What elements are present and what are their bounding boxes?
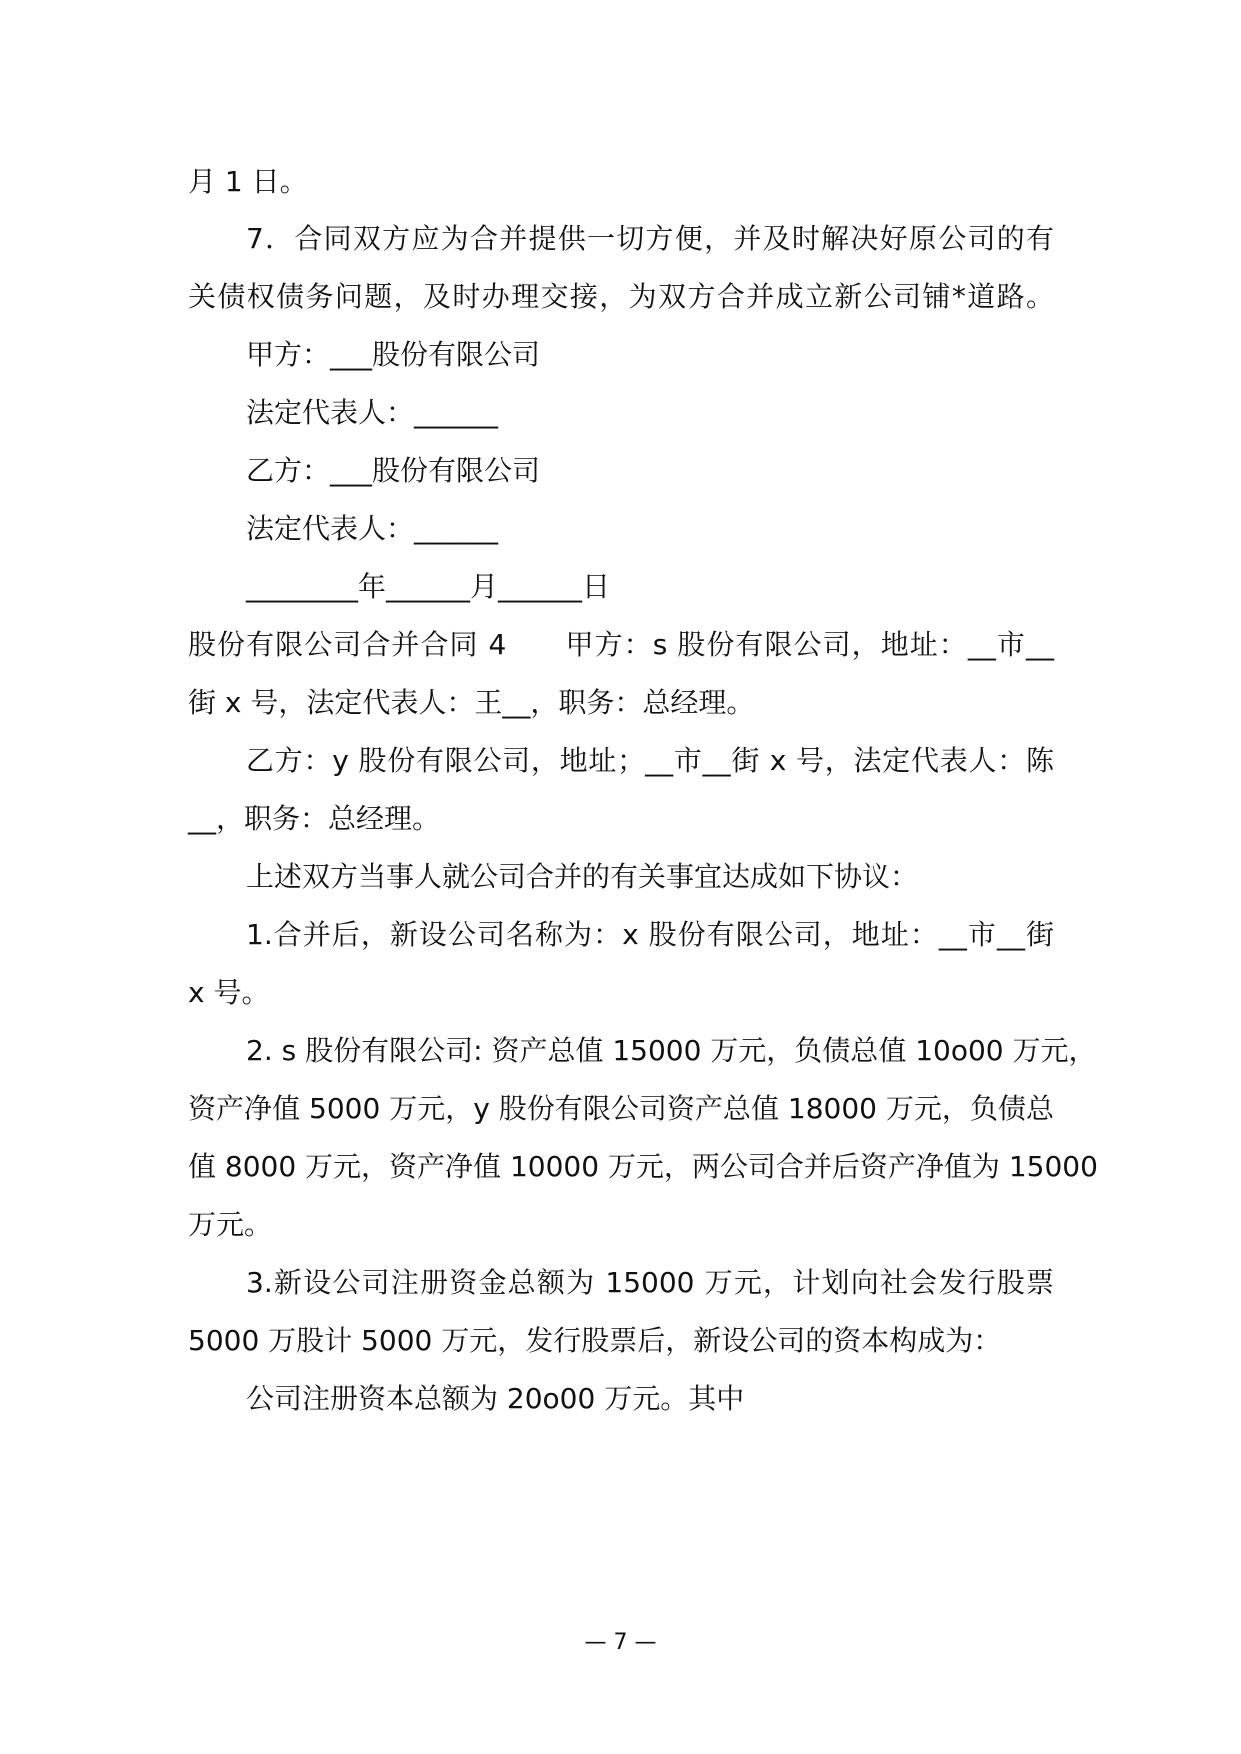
text-line: 资产净值 5000 万元，y 股份有限公司资产总值 18000 万元，负债总 — [188, 1092, 1054, 1125]
text-line: 1.合并后，新设公司名称为：x 股份有限公司，地址：__市__街 — [246, 918, 1054, 951]
text-line: 关债权债务问题，及时办理交接，为双方合并成立新公司铺*道路。 — [188, 280, 1054, 313]
signature-date: ________年______月______日 — [246, 570, 611, 603]
text-line: 乙方：y 股份有限公司，地址；__市__街 x 号，法定代表人：陈 — [246, 744, 1054, 777]
page-number: — 7 — — [584, 1630, 657, 1655]
text-line: 公司注册资本总额为 20o00 万元。其中 — [246, 1382, 745, 1415]
text-line: 5000 万股计 5000 万元，发行股票后，新设公司的资本构成为： — [188, 1324, 1002, 1357]
text-line: 上述双方当事人就公司合并的有关事宜达成如下协议： — [246, 860, 919, 893]
text-line: 2. s 股份有限公司: 资产总值 15000 万元，负债总值 10o00 万元， — [246, 1034, 1097, 1067]
text-line: 月 1 日。 — [188, 165, 308, 198]
signature-party-b: 乙方：___股份有限公司 — [246, 454, 541, 487]
text-line: 万元。 — [188, 1208, 273, 1241]
signature-party-a: 甲方：___股份有限公司 — [246, 338, 541, 371]
text-line: 3.新设公司注册资金总额为 15000 万元，计划向社会发行股票 — [246, 1266, 1054, 1299]
text-line: x 号。 — [188, 976, 270, 1009]
legal-representative-a: 法定代表人：______ — [246, 396, 499, 429]
legal-representative-b: 法定代表人：______ — [246, 512, 499, 545]
text-line: 7．合同双方应为合并提供一切方便，并及时解决好原公司的有 — [246, 222, 1054, 255]
text-line: 街 x 号，法定代表人：王__，职务：总经理。 — [188, 686, 755, 719]
text-line: 值 8000 万元，资产净值 10000 万元，两公司合并后资产净值为 15000 — [188, 1150, 1098, 1183]
text-line: 股份有限公司合并合同 4 甲方：s 股份有限公司，地址：__市__ — [188, 628, 1054, 661]
text-line: __，职务：总经理。 — [188, 802, 441, 835]
